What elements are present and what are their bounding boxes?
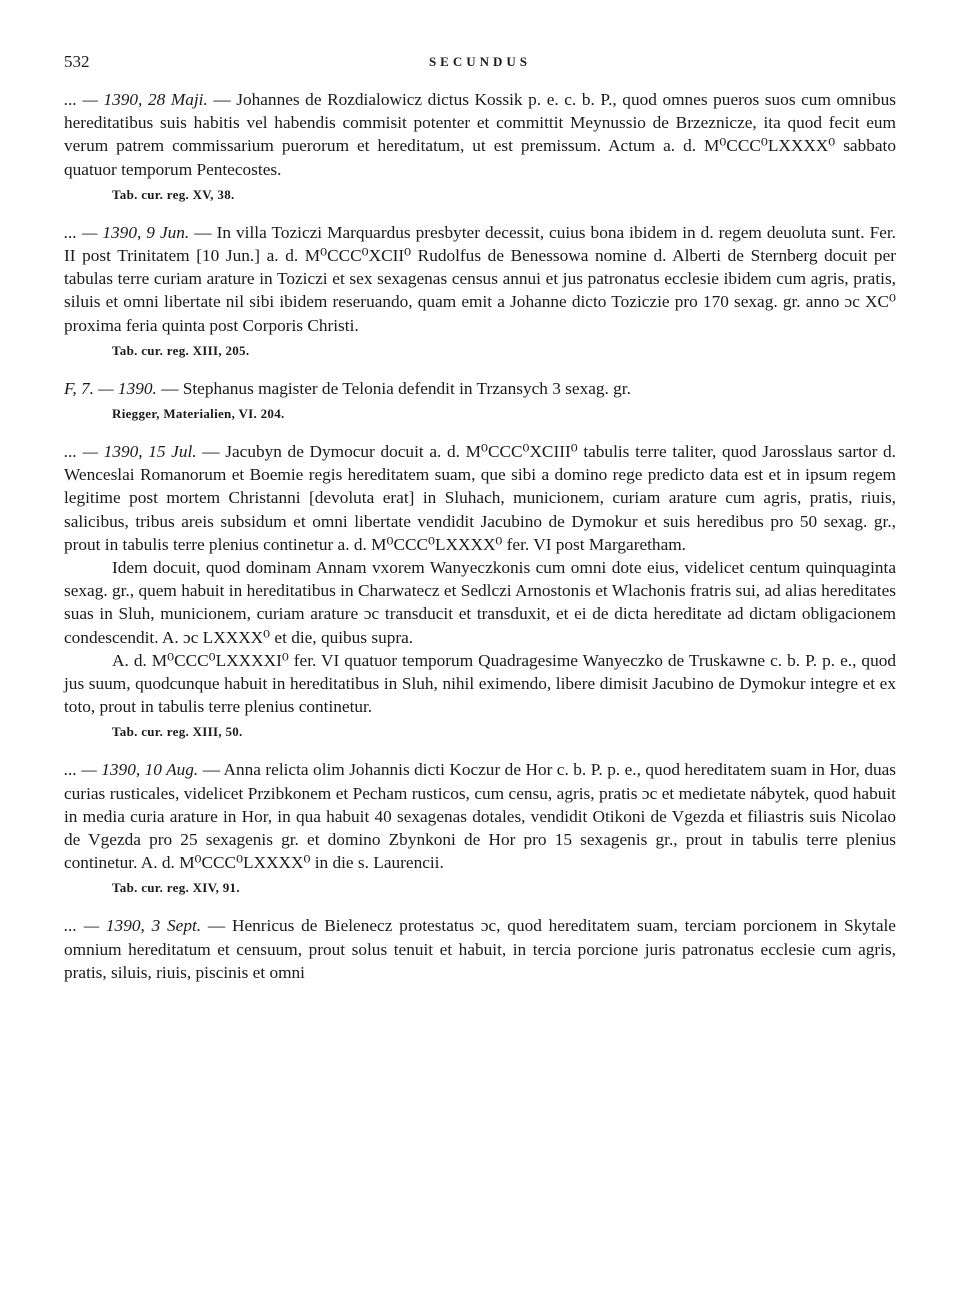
entry-text: — Jacubyn de Dymocur docuit a. d. M⁰CCC⁰XCIII⁰ tabulis terre taliter, quod Jarosslaus sartor d. Wenceslai Romanorum et Boemie regis hereditatem suam, que sibi a domino rege predicto data est et in ipsum regem legitime post mortem Christanni [devoluta erat] in Sluhach, municionem, curiam arature cum agris, pratis, riuis, salicibus, tribus areis subsidum et omni libertate vendidit Jacubino de Dymokur et suis heredibus pro 50 sexag. gr., prout in tabulis terre plenius continetur a. d. M⁰CCC⁰LXXXX⁰ fer. VI post Margaretham. xyxy=(64,442,896,554)
entry-date: ... — 1390, 28 Maji. xyxy=(64,90,208,109)
entry-1390-05-28 xyxy=(64,88,896,203)
entry-paragraph xyxy=(64,758,896,874)
entry-paragraph xyxy=(64,377,896,400)
entry-paragraph xyxy=(64,556,896,649)
source-citation: Tab. cur. reg. XIII, 205. xyxy=(112,342,250,358)
entry-1390-08-10 xyxy=(64,758,896,896)
entry-text: — In villa Toziczi Marquardus presbyter decessit, cuius bona ibidem in d. regem deuoluta sunt. Fer. II post Trinitatem [10 Jun.] a. d. M⁰CCC⁰XCII⁰ Rudolfus de Benessowa nomine d. Alberti de Sternberg docuit per tabulas terre curiam arature in Toziczi et sex sexagenas census annui et jus patronatus ecclesie ibidem cum agris, pratis, siluis et omni libertate nil sibi ibidem reseruando, quam emit a Johanne dicto Toziczie pro 170 sexag. gr. anno ɔc XC⁰ proxima feria quinta post Corporis Christi. xyxy=(64,222,896,335)
entry-1390-06-09 xyxy=(64,221,896,359)
entry-text: — Stephanus magister de Telonia defendit in Trzansych 3 sexag. gr. xyxy=(156,378,631,398)
entry-text: — Johannes de Rozdialowicz dictus Kossik p. e. c. b. P., quod omnes pueros suos cum omnibus hereditatibus suis habitis vel habendis commisit potenter et committit Meynussio de Brzeznicze, ita quod fecit eum verum patrem commissarium puerorum et hereditatum, ut est premissum. Actum a. d. M⁰CCC⁰LXXXX⁰ sabbato quatuor temporum Pentecostes. xyxy=(64,90,897,179)
entry-date: ... — 1390, 9 Jun. xyxy=(64,222,190,242)
entry-1390-09-03 xyxy=(64,914,896,984)
entry-paragraph xyxy=(64,440,896,556)
entry-text: — Anna relicta olim Johannis dicti Koczur de Hor c. b. P. p. e., quod hereditatem suam in Hor, duas curias rusticales, videlicet Przibkonem et Pecham rusticos, cum censu, agris, pratis ɔc et medietate nábytek, quod habuit in media curia arature in Hor, in qua habuit 40 sexagenas dotales, vendidit Otikoni de Vgezda et filiastris suis Nicolao de Vgezda pro 25 sexagenis gr. et domino Zbynkoni de Hor pro 15 sexagenis gr., prout in tabulis terre plenius continetur. A. d. M⁰CCC⁰LXXXX⁰ in die s. Laurencii. xyxy=(64,760,896,873)
entry-text: — Henricus de Bielenecz protestatus ɔc, quod hereditatem suam, terciam porcionem in Skytale omnium hereditatum et censuum, prout solus tenuit et habuit, in tercia porcione juris patronatus ecclesie cum agris, pratis, siluis, riuis, piscinis et omni xyxy=(64,916,896,982)
entry-text: A. d. M⁰CCC⁰LXXXXI⁰ fer. VI quatuor temporum Quadragesime Wanyeczko de Truskawne c. b. P. p. e., quod jus suum, quodcunque habuit in hereditatibus in Sluh, nihil eximendo, libere dimisit Jacubino de Dymokur integre et ex toto, prout in tabulis terre plenius continetur. xyxy=(64,650,896,717)
source-citation: Tab. cur. reg. XIV, 91. xyxy=(112,880,240,896)
entry-paragraph xyxy=(64,914,896,984)
entry-date: ... — 1390, 15 Jul. xyxy=(64,442,197,462)
entry-1390-07-15 xyxy=(64,440,896,740)
source-citation: Riegger, Materialien, VI. 204. xyxy=(112,406,285,422)
entry-date: ... — 1390, 3 Sept. xyxy=(64,916,202,936)
entry-date: ... — 1390, 10 Aug. xyxy=(64,760,199,780)
source-citation: Tab. cur. reg. XV, 38. xyxy=(112,186,235,202)
page-header xyxy=(64,52,896,74)
entry-text: Idem docuit, quod dominam Annam vxorem Wanyeczkonis cum omni dote eius, videlicet centum quinquaginta sexag. gr., quem habuit in hereditatibus in Charwatecz et Sedlczi Arnostonis et Wlachonis fratris sui, ad alias hereditates suas in Sluh, municionem, curiam arature ɔc transducit et transduxit, et ei de dicta hereditate ad dictam obligacionem condescendit. A. ɔc LXXXX⁰ et die, quibus supra. xyxy=(64,558,896,647)
entry-paragraph xyxy=(64,88,896,181)
entry-date: F, 7. — 1390. xyxy=(64,378,157,398)
page-number: 532 xyxy=(64,52,90,71)
entry-paragraph xyxy=(64,221,896,337)
entry-paragraph xyxy=(64,649,896,719)
source-citation: Tab. cur. reg. XIII, 50. xyxy=(112,724,243,740)
entry-1390-f7 xyxy=(64,377,896,422)
running-title: SECUNDUS xyxy=(428,54,532,69)
